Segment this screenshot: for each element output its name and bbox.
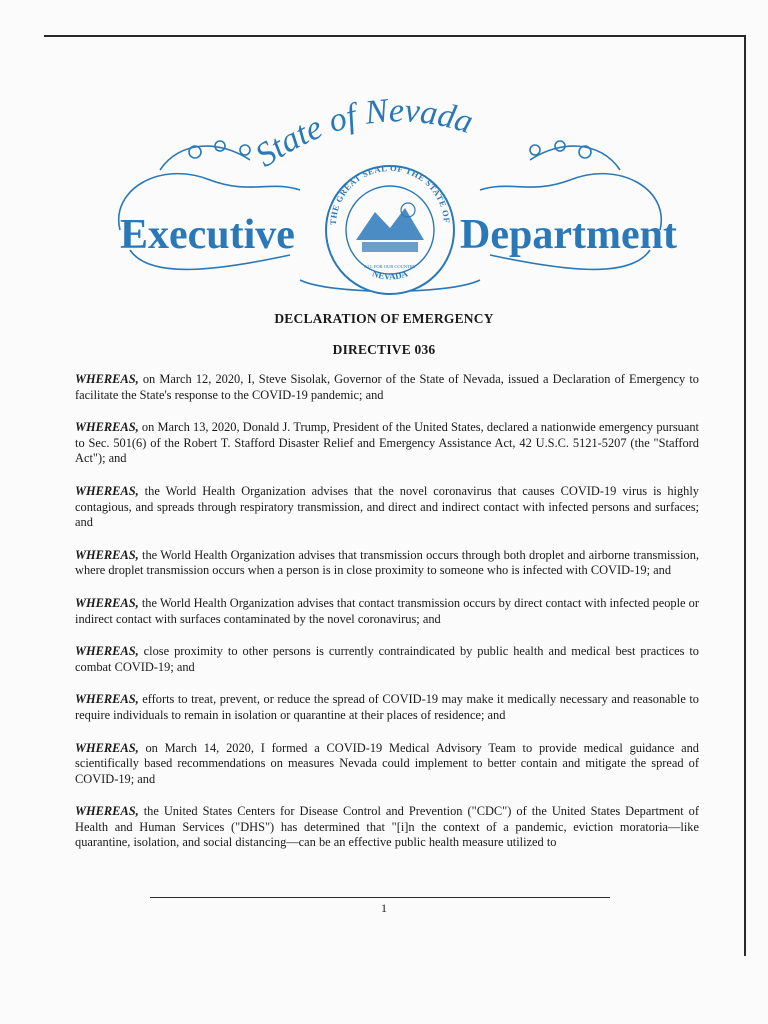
declaration-title: DECLARATION OF EMERGENCY	[274, 311, 494, 326]
paragraph-text: the World Health Organization advises that the novel coronavirus that causes COVID-19 virus is highly contagious, and spreads through respiratory transmission, and direct and indirect contact with infected persons and surfaces; and	[75, 483, 699, 530]
seal-motto: ALL FOR OUR COUNTRY	[364, 264, 416, 269]
whereas-paragraph-5	[75, 596, 699, 627]
page-number: 1	[381, 901, 387, 915]
paragraph-text: on March 14, 2020, I formed a COVID-19 Medical Advisory Team to provide medical guidance and scientifically based recommendations on measures Nevada could implement to better contain and mitigate the spread of COVID-19; and	[75, 740, 699, 786]
directive-number: DIRECTIVE 036	[332, 342, 436, 357]
whereas-lead: WHEREAS,	[75, 644, 139, 659]
whereas-lead: WHEREAS,	[75, 547, 139, 562]
whereas-lead: WHEREAS,	[75, 740, 139, 755]
svg-text:State of Nevada	[249, 92, 477, 174]
executive-word: Executive	[120, 212, 295, 258]
paragraph-text: close proximity to other persons is currently contraindicated by public health and medical best practices to combat COVID-19; and	[75, 644, 699, 674]
document-body	[75, 372, 699, 868]
whereas-lead: WHEREAS,	[75, 483, 139, 498]
whereas-lead: WHEREAS,	[75, 420, 139, 435]
paragraph-text: efforts to treat, prevent, or reduce the spread of COVID-19 may make it medically necessary and reasonable to require individuals to remain in isolation or quarantine at their places of residence; and	[75, 692, 699, 722]
whereas-paragraph-8	[75, 741, 699, 788]
paragraph-text: on March 13, 2020, Donald J. Trump, President of the United States, declared a nationwide emergency pursuant to Sec. 501(6) of the Robert T. Stafford Disaster Relief and Emergency Assistance Act, 42 U.S.C. 5121-5207 (the "Stafford Act"); and	[75, 420, 699, 466]
whereas-paragraph-2	[75, 420, 699, 467]
whereas-paragraph-1	[75, 372, 699, 403]
paragraph-text: on March 12, 2020, I, Steve Sisolak, Governor of the State of Nevada, issued a Declaration of Emergency to facilitate the State's response to the COVID-19 pandemic; and	[75, 372, 699, 402]
whereas-lead: WHEREAS,	[75, 595, 139, 610]
letterhead-graphic	[100, 80, 680, 310]
paragraph-text: the World Health Organization advises that transmission occurs through both droplet and airborne transmission, where droplet transmission occurs when a person is in close proximity to someone who is infected with COVID-19; and	[75, 547, 699, 578]
whereas-paragraph-3	[75, 484, 699, 531]
whereas-lead: WHEREAS,	[75, 804, 139, 819]
department-word: Department	[460, 212, 677, 258]
whereas-lead: WHEREAS,	[75, 692, 139, 707]
paragraph-text: the World Health Organization advises that contact transmission occurs by direct contact with infected people or indirect contact with surfaces contaminated by the novel coronavirus; and	[75, 595, 699, 626]
footer-rule	[150, 897, 610, 898]
whereas-paragraph-9	[75, 804, 699, 851]
top-border-rule	[44, 35, 746, 37]
whereas-paragraph-4	[75, 548, 699, 579]
right-border-rule	[744, 36, 746, 956]
state-of-nevada-script: State of Nevada	[248, 92, 478, 175]
whereas-lead: WHEREAS,	[75, 372, 139, 386]
whereas-paragraph-7	[75, 692, 699, 723]
whereas-paragraph-6	[75, 644, 699, 675]
letterhead	[100, 80, 680, 310]
seal-ring-top: THE GREAT SEAL OF THE STATE OF	[327, 162, 453, 226]
paragraph-text: the United States Centers for Disease Control and Prevention ("CDC") of the United States Department of Health and Human Services ("DHS") has determined that "[i]n the context of a pandemic, eviction moratoria—like quarantine, isolation, and social distancing—can be an effective public health measure utilized to	[75, 804, 699, 850]
seal-ring-bottom: NEVADA	[371, 268, 409, 282]
